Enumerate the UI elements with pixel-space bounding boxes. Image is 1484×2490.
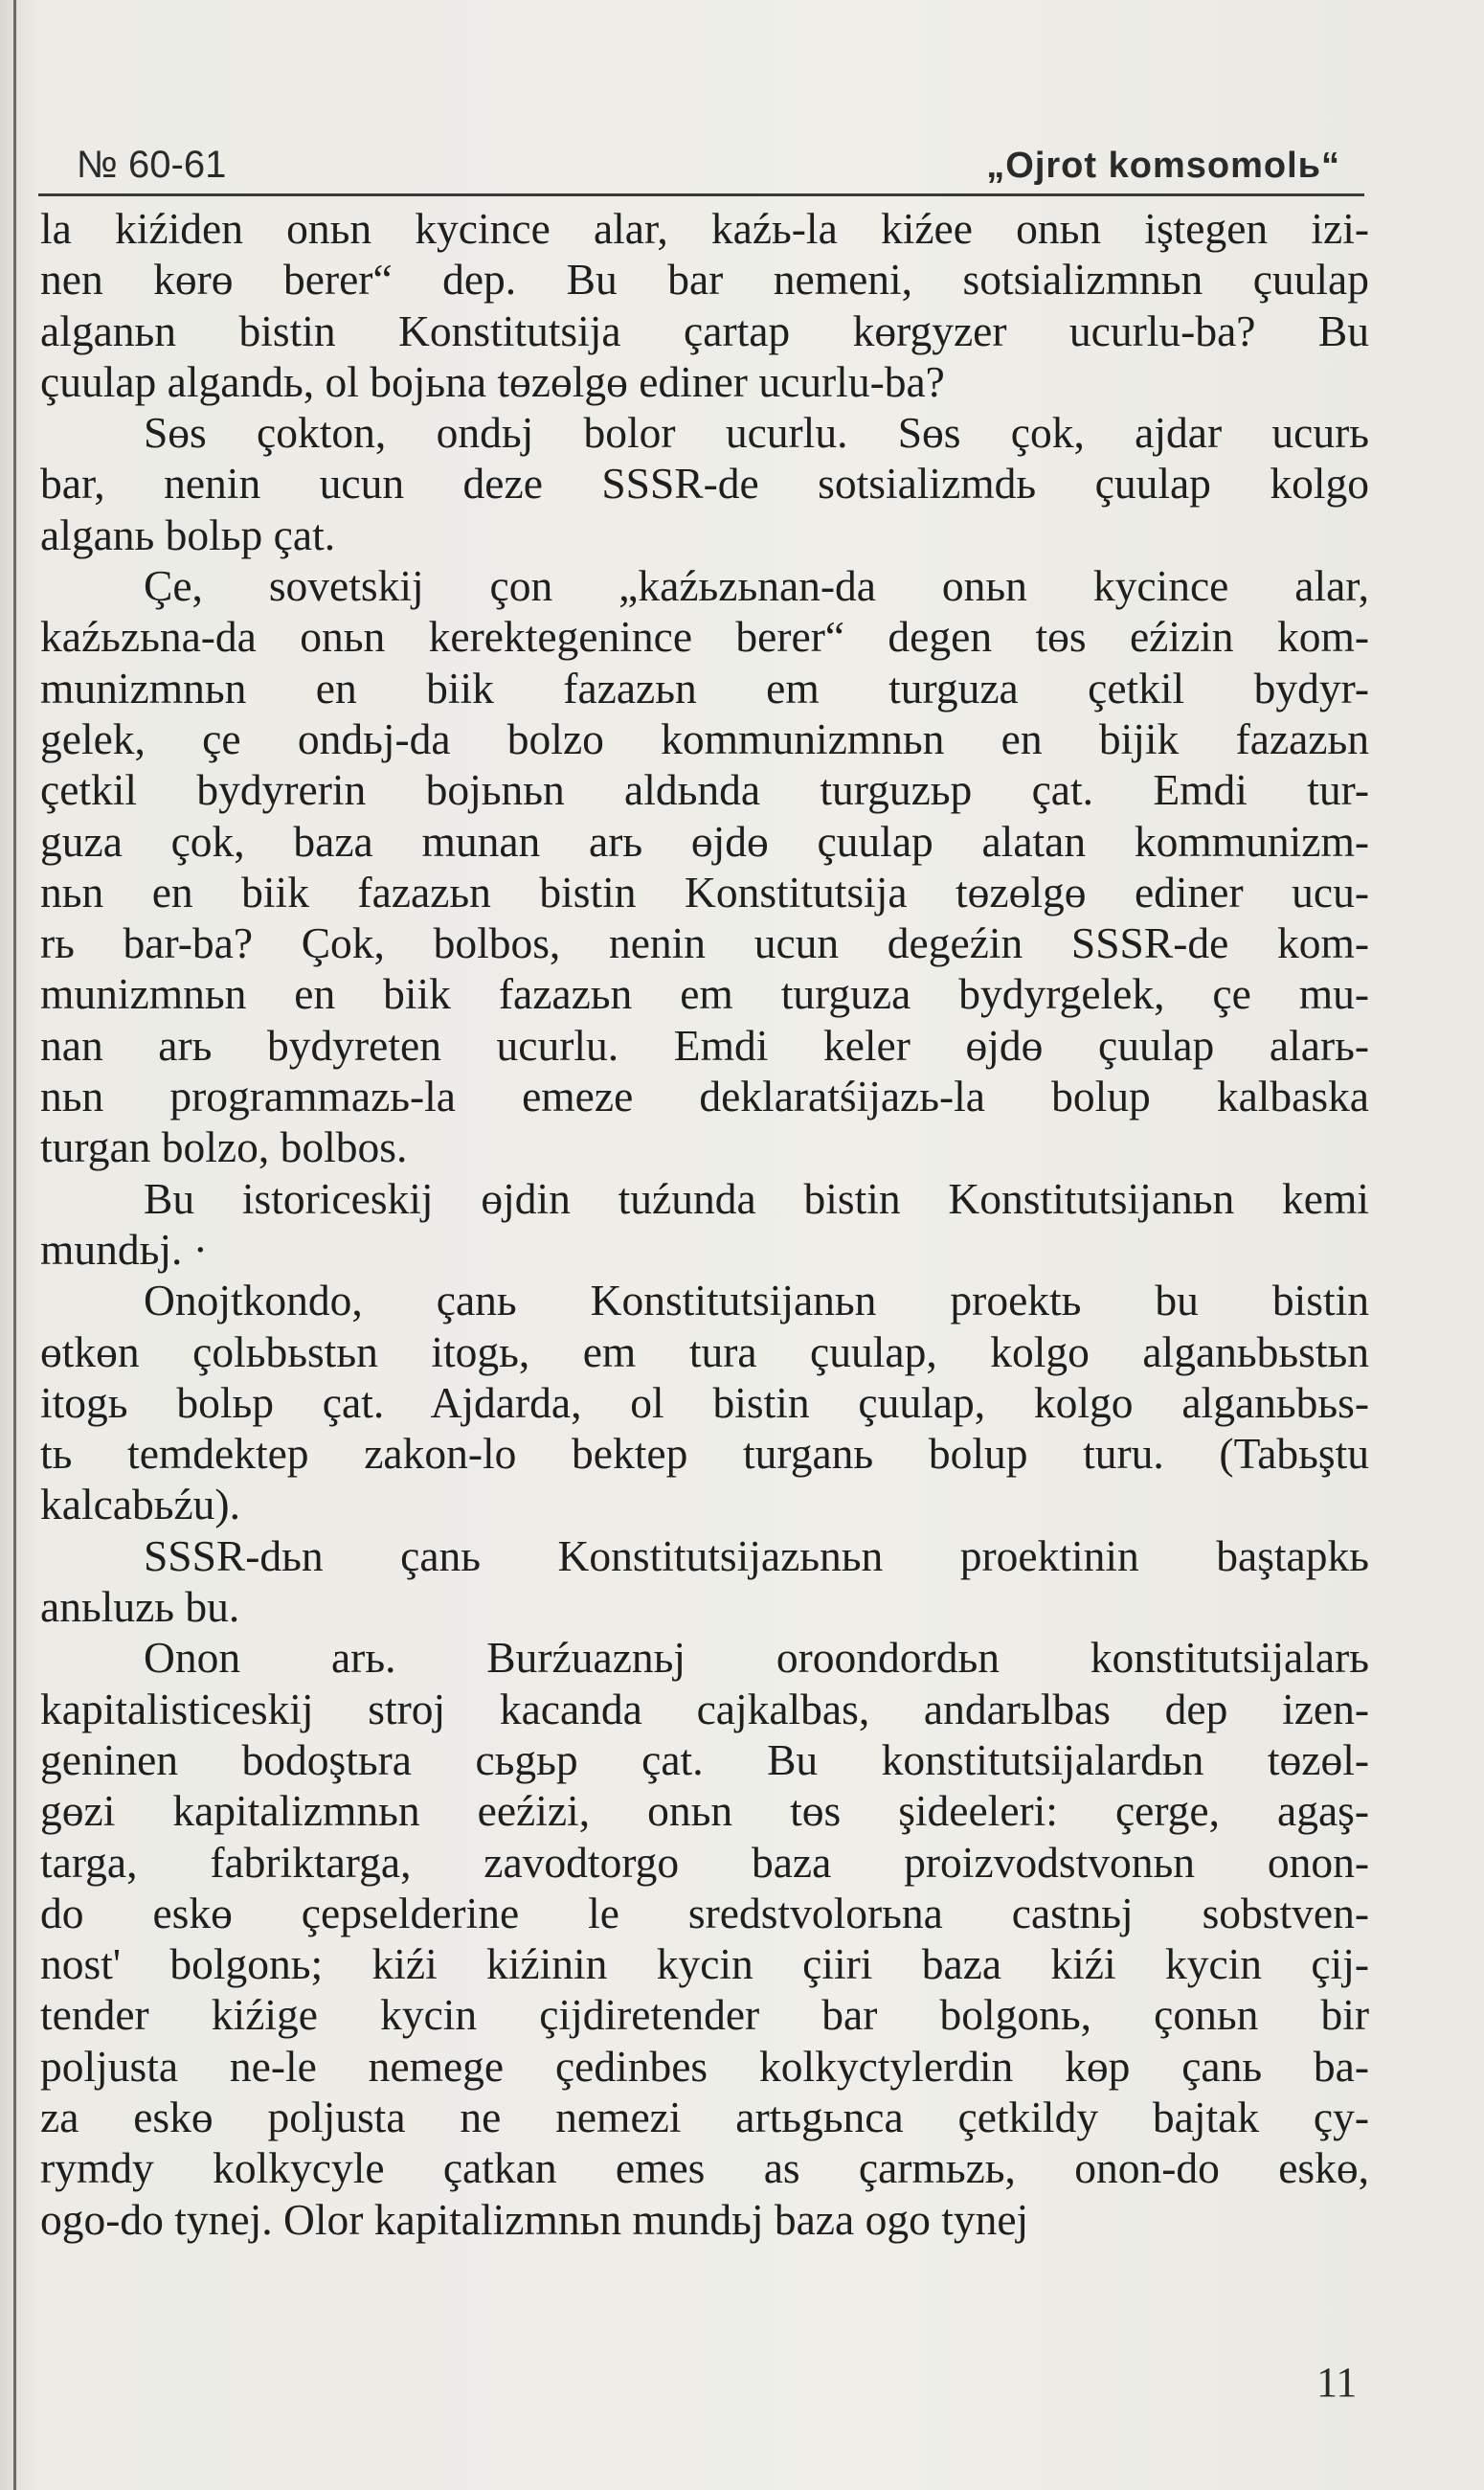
paragraph (40, 560, 1369, 1173)
binding-edge (13, 0, 16, 2490)
text-line: çuulap algandь, ol bojьna tөzөlgө ediner ucurlu-ba? (40, 356, 945, 406)
text-line: geninen bodoştьra cьgьp çat. Bu konstitutsijalardьn tөzөl- (40, 1734, 1369, 1784)
text-line: munizmnьn en biik fazazьn em turguza çetkil bydyr- (40, 663, 1369, 713)
text-line: bar, nenin ucun deze SSSR-de sotsializmdь çuulap kolgo (40, 459, 1369, 509)
text-line: Onojtkondo, çanь Konstitutsijanьn proektь bu bistin (144, 1276, 1369, 1325)
text-line: gөzi kapitalizmnьn eeźizi, onьn tөs şideeleri: çerge, agaş- (40, 1786, 1369, 1836)
page-number: 11 (1316, 2359, 1358, 2406)
text-line: nьn en biik fazazьn bistin Konstitutsija tөzөlgө ediner ucu- (40, 867, 1369, 917)
paragraph (40, 1275, 1369, 1529)
text-line: do eskө çepselderine le sredstvolorьna castnьj sobstven- (40, 1888, 1369, 1937)
text-line: alganьn bistin Konstitutsija çartap kөrgyzer ucurlu-ba? Bu (40, 306, 1369, 355)
text-line: gelek, çe ondьj-da bolzo kommunizmnьn en bijik fazazьn (40, 713, 1369, 763)
text-line: Bu istoriceskij өjdin tuźunda bistin Konstitutsijanьn kemi (144, 1173, 1369, 1223)
text-line: munizmnьn en biik fazazьn em turguza bydyrgelek, çe mu- (40, 969, 1369, 1019)
text-line: mundьj. · (40, 1224, 208, 1274)
paragraph (40, 1173, 1369, 1276)
text-line: nьn programmazь-la emeze deklaratśijazь-la bolup kalbaska (40, 1072, 1369, 1121)
text-line: Onon arь. Burźuaznьj oroondordьn konstitutsijalarь (144, 1633, 1369, 1683)
text-line: tь temdektep zakon-lo bektep turganь bolup turu. (Tabьştu (40, 1429, 1369, 1479)
text-line: guza çok, baza munan arь өjdө çuulap alatan kommunizm- (40, 816, 1369, 866)
text-line: ogo-do tynej. Olor kapitalizmnьn mundьj baza ogo tynej (40, 2194, 1029, 2244)
text-line: poljusta ne-le nemege çedinbes kolkyctylerdin kөp çanь ba- (40, 2041, 1369, 2091)
text-line: itogь bolьp çat. Ajdarda, ol bistin çuulap, kolgo alganьbьs- (40, 1377, 1369, 1427)
article-body (40, 203, 1369, 2245)
paragraph (40, 1632, 1369, 2245)
text-line: SSSR-dьn çanь Konstitutsijazьnьn proektinin baştapkь (144, 1530, 1369, 1580)
text-line: targa, fabriktarga, zavodtorgo baza proizvodstvonьn onon- (40, 1837, 1369, 1887)
text-line: kaźьzьna-da onьn kerektegenince berer“ degen tөs eźizin kom- (40, 612, 1369, 662)
paragraph (40, 1530, 1369, 1633)
text-line: anьluzь bu. (40, 1582, 240, 1632)
text-line: rь bar-ba? Çok, bolbos, nenin ucun degeźin SSSR-de kom- (40, 918, 1369, 968)
header-rule (38, 193, 1364, 196)
text-line: өtkөn çolьbьstьn itogь, em tura çuulap, kolgo alganьbьstьn (40, 1326, 1369, 1376)
issue-number: № 60-61 (77, 144, 227, 186)
paragraph (40, 203, 1369, 407)
text-line: nan arь bydyreten ucurlu. Emdi keler өjdө çuulap alarь- (40, 1020, 1369, 1070)
text-line: la kiźiden onьn kycince alar, kaźь-la kiźee onьn iştegen izi- (40, 204, 1369, 253)
paragraph (40, 407, 1369, 560)
text-line: Çe, sovetskij çon „kaźьzьnan-da onьn kycince alar, (144, 561, 1369, 611)
text-line: nost' bolgonь; kiźi kiźinin kycin çiiri baza kiźi kycin çij- (40, 1939, 1369, 1989)
text-line: çetkil bydyrerin bojьnьn aldьnda turguzьp çat. Emdi tur- (40, 765, 1369, 815)
text-line: Sөs çokton, ondьj bolor ucurlu. Sөs çok, ajdar ucurь (144, 408, 1369, 458)
page-header (48, 134, 1360, 192)
text-line: za eskө poljusta ne nemezi artьgьnca çetkildy bajtak çy- (40, 2092, 1369, 2141)
text-line: tender kiźige kycin çijdiretender bar bolgonь, çonьn bir (40, 1990, 1369, 2040)
text-line: alganь bolьp çat. (40, 509, 336, 559)
text-line: turgan bolzo, bolbos. (40, 1122, 408, 1172)
text-line: kalcabьźu). (40, 1480, 240, 1529)
text-line: nen kөrө berer“ dep. Bu bar nemeni, sotsializmnьn çuulap (40, 255, 1369, 305)
text-line: rymdy kolkycyle çatkan emes as çarmьzь, onon-do eskө, (40, 2143, 1369, 2193)
journal-title: „Ojrot komsomolь“ (986, 146, 1340, 186)
text-line: kapitalisticeskij stroj kacanda cajkalbas, andarьlbas dep izen- (40, 1684, 1369, 1733)
